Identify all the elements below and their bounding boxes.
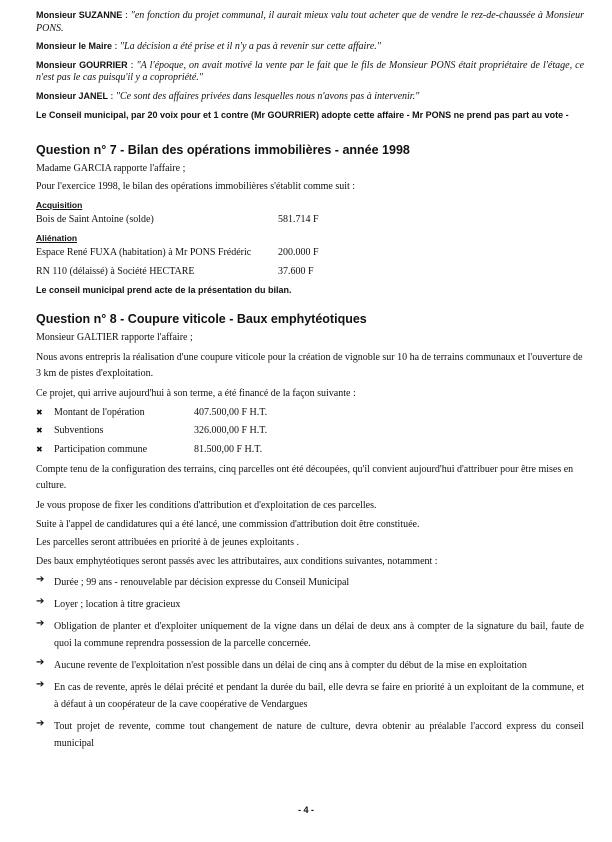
speaker-quote: "Ce sont des affaires privées dans lesquelles nous n'avons pas à intervenir." <box>115 90 420 102</box>
debate-line <box>36 91 584 104</box>
paragraph: Ce projet, qui arrive aujourd'hui à son terme, a été financé de la façon suivante : <box>36 388 356 400</box>
financing-item <box>36 425 584 438</box>
condition-text: Tout projet de revente, comme tout changement de nature de culture, devra obtenir au préalable l'accord express du conseil municipal <box>54 721 584 750</box>
debate-line <box>36 60 584 85</box>
condition-item <box>36 574 584 591</box>
acquisition-row <box>36 214 584 227</box>
separator: : <box>122 10 131 21</box>
separator: : <box>127 59 137 71</box>
condition-item <box>36 596 584 613</box>
financing-amount: 407.500,00 F H.T. <box>194 406 268 418</box>
arrow-bullet-icon: ➔ <box>36 718 45 730</box>
separator: : <box>112 41 120 52</box>
separator: : <box>108 90 116 102</box>
acquisition-heading: Acquisition <box>36 199 83 210</box>
financing-amount: 326.000,00 F H.T. <box>194 425 268 437</box>
speaker-quote: "A l'époque, on avait motivé la vente par le fait que le fils de Monsieur PONS était propriétaire de l'étage, ce n'est pas le cas puisqu'il y a copropriété." <box>36 59 585 83</box>
condition-item <box>36 718 584 752</box>
arrow-bullet-icon: ➔ <box>36 679 45 691</box>
operation-amount: 581.714 F <box>278 214 319 226</box>
alienation-row <box>36 247 584 260</box>
speaker-name: Monsieur le Maire <box>36 41 113 51</box>
paragraph: Des baux emphytéotiques seront passés avec les attributaires, aux conditions suivantes, notamment : <box>36 555 438 567</box>
operation-label: Espace René FUXA (habitation) à Mr PONS Frédéric <box>36 247 252 259</box>
question-7-conclusion: Le conseil municipal prend acte de la présentation du bilan. <box>36 285 292 296</box>
conditions-list <box>36 574 584 752</box>
financing-item <box>36 407 584 420</box>
operation-amount: 200.000 F <box>278 247 319 259</box>
speaker-name: Monsieur GOURRIER <box>36 59 128 70</box>
debate-section <box>36 10 584 123</box>
operation-amount: 37.600 F <box>278 265 314 277</box>
financing-item <box>36 444 584 457</box>
condition-text: Loyer ; location à titre gracieux <box>54 599 181 611</box>
vote-result: Le Conseil municipal, par 20 voix pour et 1 contre (Mr GOURRIER) adopte cette affaire - Mr PONS ne prend pas part au vote - <box>36 110 569 120</box>
alienation-row <box>36 266 584 279</box>
arrow-bullet-icon: ➔ <box>36 657 45 669</box>
cross-bullet-icon: ✖ <box>36 444 43 454</box>
paragraph: Suite à l'appel de candidatures qui a été lancé, une commission d'attribution doit être constituée. <box>36 518 420 530</box>
condition-text: En cas de revente, après le délai précité et pendant la durée du bail, elle devra se faire en priorité à un exploitant de la commune, et à défaut à un coopérateur de la cave coopérative de Vendargues <box>54 682 584 711</box>
financing-label: Subventions <box>54 425 104 437</box>
operation-label: RN 110 (délaissé) à Société HECTARE <box>36 265 195 277</box>
question-7-section <box>36 143 584 298</box>
financing-label: Participation commune <box>54 443 148 455</box>
paragraph: Nous avons entrepris la réalisation d'une coupure viticole pour la création de vignoble sur 10 ha de terrains communaux et l'ouverture de 3 km de pistes d'exploitation. <box>36 352 583 380</box>
question-8-rapporteur: Monsieur GALTIER rapporte l'affaire ; <box>36 331 193 343</box>
question-7-rapporteur: Madame GARCIA rapporte l'affaire ; <box>36 162 186 174</box>
condition-item <box>36 657 584 674</box>
financing-label: Montant de l'opération <box>54 406 145 418</box>
question-7-title: Question n° 7 - Bilan des opérations immobilières - année 1998 <box>36 142 410 157</box>
arrow-bullet-icon: ➔ <box>36 574 45 586</box>
condition-text: Aucune revente de l'exploitation n'est possible dans un délai de cinq ans à compter du début de la mise en exploitation <box>54 660 527 672</box>
question-7-intro: Pour l'exercice 1998, le bilan des opérations immobilières s'établit comme suit : <box>36 181 356 193</box>
speaker-quote: "La décision a été prise et il n'y a pas à revenir sur cette affaire." <box>119 41 381 52</box>
financing-list <box>36 407 584 457</box>
cross-bullet-icon: ✖ <box>36 407 43 417</box>
question-8-title: Question n° 8 - Coupure viticole - Baux emphytéotiques <box>36 312 367 327</box>
arrow-bullet-icon: ➔ <box>36 618 45 630</box>
speaker-name: Monsieur SUZANNE <box>36 10 123 20</box>
alienation-heading: Aliénation <box>36 232 78 243</box>
condition-item <box>36 679 584 713</box>
debate-line <box>36 10 584 35</box>
speaker-name: Monsieur JANEL <box>36 90 109 101</box>
financing-amount: 81.500,00 F H.T. <box>194 443 263 455</box>
question-8-section <box>36 312 584 752</box>
document-page <box>36 10 584 757</box>
condition-text: Durée ; 99 ans - renouvelable par décision expresse du Conseil Municipal <box>54 577 350 589</box>
speaker-quote: "en fonction du projet communal, il aurait mieux valu tout acheter que de vendre le rez-de-chaussée à Monsieur PONS. <box>36 10 584 34</box>
debate-line <box>36 41 584 54</box>
arrow-bullet-icon: ➔ <box>36 596 45 608</box>
operation-label: Bois de Saint Antoine (solde) <box>36 214 154 226</box>
paragraph: Je vous propose de fixer les conditions d'attribution et d'exploitation de ces parcelles. <box>36 500 377 512</box>
paragraph: Les parcelles seront attribuées en priorité à de jeunes exploitants . <box>36 537 299 549</box>
condition-item <box>36 618 584 652</box>
page-number: - 4 - <box>297 805 314 815</box>
cross-bullet-icon: ✖ <box>36 426 43 436</box>
paragraph: Compte tenu de la configuration des terrains, cinq parcelles ont été découpées, qu'il convient aujourd'hui d'attribuer pour être mises en culture. <box>36 464 574 492</box>
condition-text: Obligation de planter et d'exploiter uniquement de la vigne dans un délai de deux ans à compter de la signature du bail, faute de quoi la commune reprendra possession de la parcelle concernée. <box>54 621 584 650</box>
